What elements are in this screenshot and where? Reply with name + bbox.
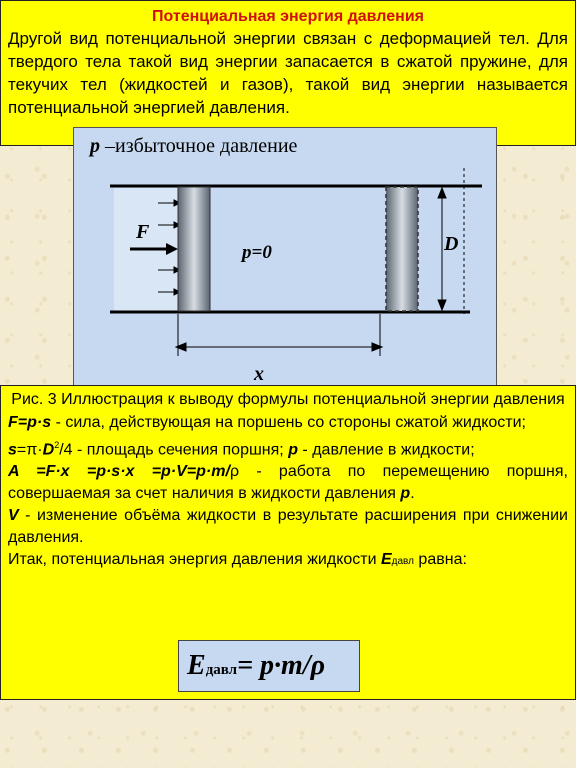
- work-end: .: [410, 485, 415, 503]
- zero-pressure-label: p=0: [242, 242, 272, 263]
- formula-subscript: давл: [205, 662, 238, 678]
- work-definition: [8, 461, 568, 505]
- work-description: - работа по перемещению поршня, совершаемая за счет наличия в жидкости давления: [8, 463, 569, 503]
- area-description: /4 - площадь сечения поршня;: [59, 441, 289, 459]
- force-formula: F=p·s: [8, 414, 52, 431]
- piston-figure: [74, 128, 498, 400]
- displacement-arrow: [176, 314, 382, 356]
- intro-text: Другой вид потенциальной энергии связан с деформацией тел. Для твердого тела такой вид энергии запасается в сжатой пружине, для текучих тел (жидкостей и газов), такой вид энергии называется потенциальной энергией давления.: [8, 29, 568, 117]
- force-description: - сила, действующая на поршень со стороны сжатой жидкости;: [51, 414, 526, 431]
- area-definition: [8, 434, 568, 461]
- diameter-symbol: D: [42, 441, 55, 459]
- volume-definition: [8, 505, 568, 549]
- area-eq: =π·: [16, 441, 43, 459]
- volume-symbol: V: [8, 507, 19, 525]
- volume-description: - изменение объёма жидкости в результате расширения при снижении давления.: [8, 507, 568, 547]
- page-title: Потенциальная энергия давления: [151, 8, 424, 25]
- figure-caption: Рис. 3 Иллюстрация к выводу формулы потенциальной энергии давления: [11, 391, 565, 408]
- pressure-desc: –избыточное давление: [100, 135, 298, 157]
- energy-subscript: давл: [391, 556, 414, 568]
- piston-diagram: [73, 127, 497, 399]
- energy-formula: [178, 640, 360, 692]
- piston-displaced: [386, 187, 418, 311]
- formula-E: E: [187, 650, 206, 681]
- piston-initial: [178, 187, 210, 311]
- work-formula: A =F·x =p·s·x =p·V=p·m/: [8, 463, 230, 481]
- pressure-symbol-text: p: [288, 441, 298, 459]
- intro-panel: [0, 0, 576, 146]
- area-symbol: s: [8, 441, 17, 459]
- force-label: F: [136, 221, 150, 243]
- pressure-description: - давление в жидкости;: [297, 441, 475, 459]
- formula-rest: = p·m/ρ: [237, 650, 326, 681]
- force-definition: [8, 412, 568, 434]
- energy-symbol: E: [380, 551, 392, 569]
- pressure-symbol: p: [90, 135, 100, 157]
- diameter-label: D: [444, 233, 459, 255]
- rho-symbol: ρ: [229, 463, 240, 481]
- conclusion-lead: Итак, потенциальная энергия давления жидкости: [8, 551, 381, 569]
- excess-pressure-label: [88, 135, 298, 157]
- square-exponent: 2: [54, 440, 60, 450]
- displacement-label: x: [254, 363, 264, 385]
- conclusion-end: равна:: [413, 551, 467, 569]
- conclusion-text: [8, 549, 568, 573]
- work-pressure-symbol: p: [400, 485, 411, 503]
